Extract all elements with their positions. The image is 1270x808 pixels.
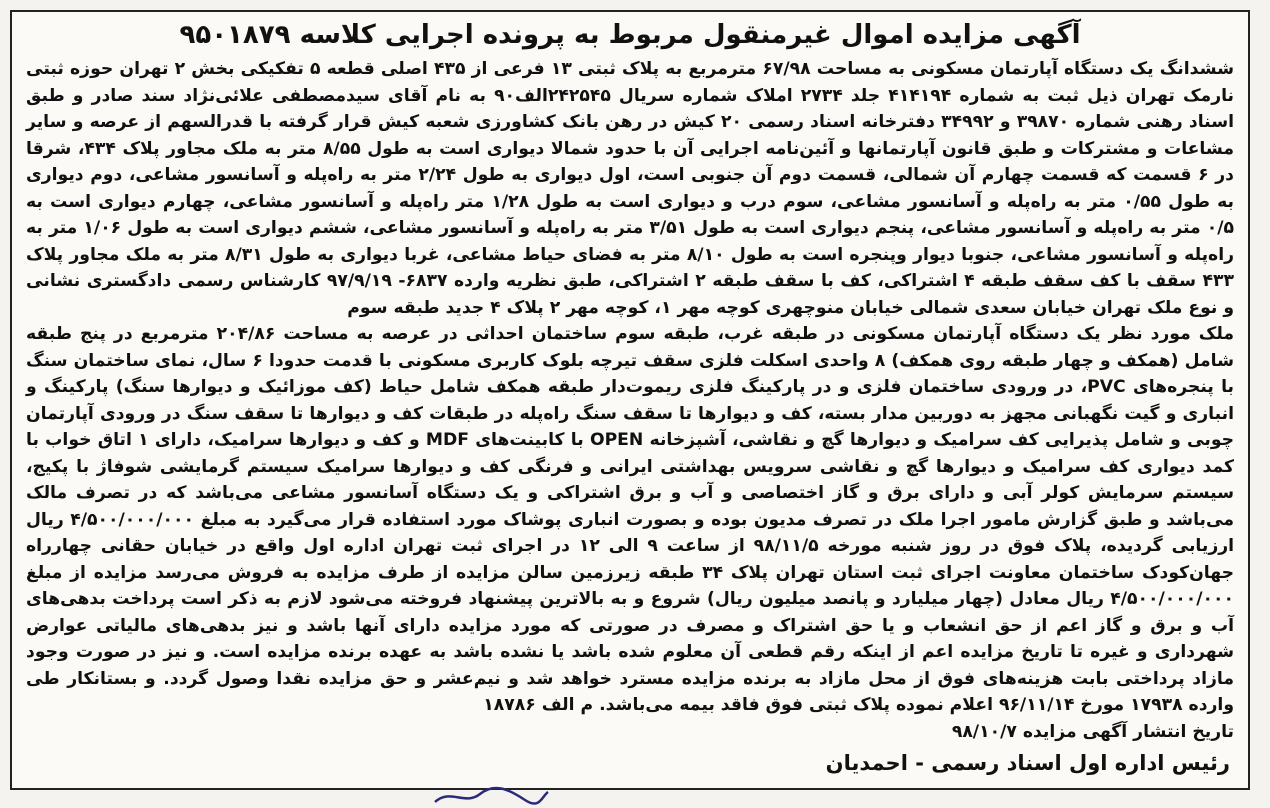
handwritten-mark: [430, 784, 550, 808]
notice-footer: [26, 719, 1234, 745]
property-description: ششدانگ یک دستگاه آپارتمان مسکونی به مساحت ۶۷/۹۸ مترمربع به پلاک ثبتی ۱۳ فرعی از ۴۳۵ اصلی قطعه ۵ تفکیکی بخش ۲ تهران حوزه ثبتی نارمک تهران ذیل ثبت به شماره ۴۱۴۱۹۴ جلد ۲۷۳۴ املاک شماره سریال ۲۴۲۵۴۵الف۹۰ به نام آقای سیدمصطفی علائی‌نژاد سند صادر و طبق اسناد رهنی شماره ۳۹۸۷۰ و ۳۴۹۹۲ دفترخانه اسناد رسمی ۲۰ کیش در رهن بانک کشاورزی شعبه کیش قرار گرفته با قدرالسهم از عرصه و سایر مشاعات و مشترکات و طبق قانون آپارتمانها و آئین‌نامه اجرایی آن با حدود شمالا دیواری است به طول ۸/۵۵ متر به ملک مجاور پلاک ۴۳۴، شرقا در ۶ قسمت که قسمت چهارم آن شمالی، قسمت دوم آن جنوبی است، اول دیواری به طول ۲/۲۴ متر به راه‌پله و آسانسور مشاعی، دوم دیواری به طول ۰/۵۵ متر به راه‌پله و آسانسور مشاعی، سوم درب و دیواری است به طول ۱/۲۸ متر راه‌پله و آسانسور مشاعی، چهارم دیواری است به ۰/۵ متر به راه‌پله و آسانسور مشاعی، پنجم دیواری است به طول ۳/۵۱ متر به راه‌پله و آسانسور مشاعی، ششم دیواری است به طول ۱/۰۶ متر به راه‌پله و آسانسور مشاعی، جنوبا دیوار وپنجره است به طول ۸/۱۰ متر به فضای حیاط مشاعی، غربا دیواری به طول ۸/۳۱ متر به ملک مجاور پلاک ۴۳۳ سقف با کف سقف طبقه ۴ اشتراکی، کف با سقف طبقه ۲ اشتراکی، طبق نظریه وارده ۶۸۳۷- ۹۷/۹/۱۹ کارشناس رسمی دادگستری نشانی و نوع ملک تهران خیابان سعدی شمالی خیابان منوچهری کوچه مهر ۱، کوچه مهر ۲ پلاک ۴ جدید طبقه سوم: [26, 59, 1235, 318]
signer: رئیس اداره اول اسناد رسمی - احمدیان: [825, 750, 1230, 775]
auction-details: ملک مورد نظر یک دستگاه آپارتمان مسکونی در طبقه غرب، طبقه سوم ساختمان احداثی در عرصه به مساحت ۲۰۴/۸۶ مترمربع در پنج طبقه شامل (همکف و چهار طبقه روی همکف) ۸ واحدی اسکلت فلزی سقف تیرچه بلوک کاربری مسکونی با قدمت حدودا ۶ سال، نمای ساختمان سنگ با پنجره‌های PVC، در ورودی ساختمان فلزی و در پارکینگ فلزی ریموت‌دار طبقه همکف شامل حیاط (کف موزائیک و دیوارها سنگ) پارکینگ و انباری و گیت نگهبانی مجهز به دوربین مدار بسته، کف و دیوارها تا سقف سنگ راه‌پله در طبقات کف و دیوارها تا سقف سنگ در ورودی آپارتمان چوبی و شامل پذیرایی کف سرامیک و دیوارها گچ و نقاشی، آشپزخانه OPEN با کابینت‌های MDF و کف و دیوارها سرامیک، دارای ۱ اتاق خواب با کمد دیواری کف سرامیک و دیوارها گچ و نقاشی سرویس بهداشتی ایرانی و فرنگی کف و دیوارها سرامیک سیستم گرمایشی شوفاژ با پکیج، سیستم سرمایش کولر آبی و دارای برق و گاز اختصاصی و آب و برق اشتراکی و یک دستگاه آسانسور مشاعی می‌باشد که در تصرف مالک می‌باشد و طبق گزارش مامور اجرا ملک در تصرف مدیون بوده و بصورت انباری پوشاک مورد استفاده قرار می‌گیرد به مبلغ ۴/۵۰۰/۰۰۰/۰۰۰ ریال ارزیابی گردیده، پلاک فوق در روز شنبه مورخه ۹۸/۱۱/۵ از ساعت ۹ الی ۱۲ در اجرای ثبت تهران اداره اول واقع در خیابان حقانی چهارراه جهان‌کودک ساختمان معاونت اجرای ثبت استان تهران پلاک ۳۴ طبقه زیرزمین سالن مزایده از طرف مزایده به فروش می‌رسد مزایده از مبلغ ۴/۵۰۰/۰۰۰/۰۰۰ ریال معادل (چهار میلیارد و پانصد میلیون ریال) شروع و به بالاترین پیشنهاد فروخته می‌شود لازم به ذکر است پرداخت بدهی‌های آب و برق و گاز اعم از حق انشعاب و یا حق اشتراک و مصرف در صورتی که مورد مزایده دارای آنها باشد و نیز بدهی‌های مالیاتی عوارض شهرداری و غیره تا تاریخ مزایده اعم از اینکه رقم قطعی آن معلوم شده باشد یا نشده باشد به عهده برنده مزایده است. و نیز در صورت وجود مازاد پرداختی بابت هزینه‌های فوق از محل مازاد به برنده مزایده مسترد خواهد شد و نیم‌عشر و حق مزایده نقدا وصول گردد. و بستانکار طی وارده ۱۷۹۳۸ مورخ ۹۶/۱۱/۱۴ اعلام نموده پلاک ثبتی فوق فاقد بیمه می‌باشد. م الف ۱۸۷۸۶: [26, 324, 1235, 715]
publish-date: تاریخ انتشار آگهی مزایده ۹۸/۱۰/۷: [951, 721, 1234, 742]
auction-notice: [10, 10, 1250, 790]
notice-title: آگهی مزایده اموال غیرمنقول مربوط به پرونده اجرایی کلاسه ۹۵۰۱۸۷۹: [179, 20, 1081, 50]
